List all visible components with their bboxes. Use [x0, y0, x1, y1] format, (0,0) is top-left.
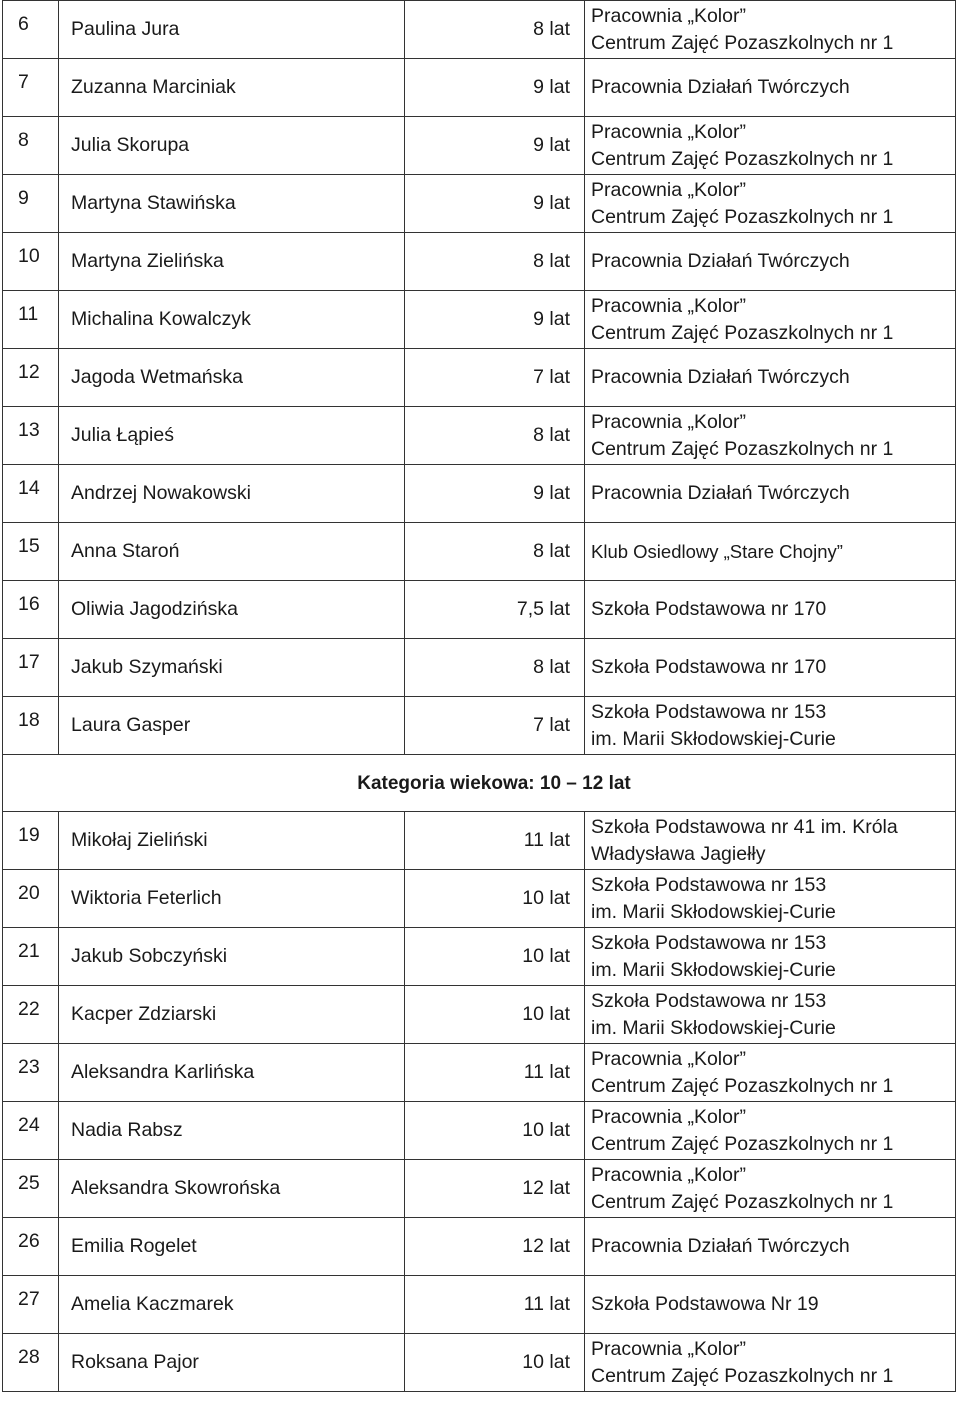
institution-line: Centrum Zajęć Pozaszkolnych nr 1: [591, 1132, 894, 1155]
table-row: [3, 291, 956, 349]
row-number: 17: [3, 639, 59, 697]
institution-line: Pracownia „Kolor”: [591, 1105, 746, 1128]
participant-age: 10 lat: [405, 986, 585, 1044]
participant-age: 8 lat: [405, 639, 585, 697]
institution-line: Centrum Zajęć Pozaszkolnych nr 1: [591, 1074, 894, 1097]
table-row: [3, 1160, 956, 1218]
institution-line: Szkoła Podstawowa nr 153: [591, 931, 827, 954]
table-section-a: [3, 1, 956, 755]
table-row: [3, 1334, 956, 1392]
participant-institution: [585, 349, 956, 407]
table-row: [3, 465, 956, 523]
row-number: 22: [3, 986, 59, 1044]
participant-institution: [585, 465, 956, 523]
participant-name: Jakub Sobczyński: [59, 928, 405, 986]
row-number: 28: [3, 1334, 59, 1392]
participant-institution: [585, 986, 956, 1044]
participant-institution: [585, 117, 956, 175]
participant-age: 7,5 lat: [405, 581, 585, 639]
participant-institution: [585, 1160, 956, 1218]
participant-name: Laura Gasper: [59, 697, 405, 755]
participant-name: Martyna Zielińska: [59, 233, 405, 291]
table-row: [3, 117, 956, 175]
participant-name: Aleksandra Skowrońska: [59, 1160, 405, 1218]
institution-line: im. Marii Skłodowskiej-Curie: [591, 1016, 836, 1039]
participant-institution: [585, 1218, 956, 1276]
institution-line: Centrum Zajęć Pozaszkolnych nr 1: [591, 437, 894, 460]
participant-name: Wiktoria Feterlich: [59, 870, 405, 928]
table-row: [3, 697, 956, 755]
participants-table-container: [2, 0, 955, 1392]
institution-line: Pracownia „Kolor”: [591, 1337, 746, 1360]
participant-institution: [585, 523, 956, 581]
participant-institution: [585, 581, 956, 639]
table-row: [3, 407, 956, 465]
participant-age: 8 lat: [405, 233, 585, 291]
row-number: 25: [3, 1160, 59, 1218]
institution-line: Szkoła Podstawowa Nr 19: [591, 1293, 819, 1315]
table-row: [3, 523, 956, 581]
participant-name: Nadia Rabsz: [59, 1102, 405, 1160]
row-number: 9: [3, 175, 59, 233]
row-number: 12: [3, 349, 59, 407]
participant-age: 10 lat: [405, 1334, 585, 1392]
category-section: [3, 755, 956, 812]
row-number: 6: [3, 1, 59, 59]
institution-line: Szkoła Podstawowa nr 41 im. Króla: [591, 815, 898, 838]
participants-table: [2, 0, 956, 1392]
category-cell: [3, 755, 956, 812]
participant-age: 12 lat: [405, 1218, 585, 1276]
participant-name: Julia Skorupa: [59, 117, 405, 175]
institution-line: Pracownia „Kolor”: [591, 1047, 746, 1070]
table-section-b: [3, 812, 956, 1392]
participant-name: Mikołaj Zieliński: [59, 812, 405, 870]
participant-age: 10 lat: [405, 928, 585, 986]
institution-line: Szkoła Podstawowa nr 170: [591, 656, 827, 678]
table-row: [3, 639, 956, 697]
participant-name: Paulina Jura: [59, 1, 405, 59]
institution-line: Pracownia Działań Twórczych: [591, 76, 850, 98]
participant-name: Michalina Kowalczyk: [59, 291, 405, 349]
participant-name: Martyna Stawińska: [59, 175, 405, 233]
institution-line: Pracownia Działań Twórczych: [591, 250, 850, 272]
table-row: [3, 175, 956, 233]
participant-institution: [585, 639, 956, 697]
institution-line: im. Marii Skłodowskiej-Curie: [591, 958, 836, 981]
row-number: 16: [3, 581, 59, 639]
institution-line: Centrum Zajęć Pozaszkolnych nr 1: [591, 205, 894, 228]
table-row: [3, 812, 956, 870]
participant-age: 9 lat: [405, 291, 585, 349]
participant-institution: [585, 697, 956, 755]
institution-line: Centrum Zajęć Pozaszkolnych nr 1: [591, 1190, 894, 1213]
participant-institution: [585, 1, 956, 59]
institution-line: Szkoła Podstawowa nr 170: [591, 598, 827, 620]
participant-age: 11 lat: [405, 1044, 585, 1102]
table-row: [3, 233, 956, 291]
participant-age: 12 lat: [405, 1160, 585, 1218]
participant-age: 8 lat: [405, 523, 585, 581]
institution-line: Centrum Zajęć Pozaszkolnych nr 1: [591, 1364, 894, 1387]
row-number: 23: [3, 1044, 59, 1102]
participant-age: 10 lat: [405, 1102, 585, 1160]
institution-line: Klub Osiedlowy „Stare Chojny”: [591, 541, 843, 562]
participant-institution: [585, 1276, 956, 1334]
participant-institution: [585, 1334, 956, 1392]
table-row: [3, 581, 956, 639]
participant-name: Oliwia Jagodzińska: [59, 581, 405, 639]
participant-name: Zuzanna Marciniak: [59, 59, 405, 117]
institution-line: Pracownia Działań Twórczych: [591, 366, 850, 388]
participant-institution: [585, 1044, 956, 1102]
row-number: 24: [3, 1102, 59, 1160]
row-number: 18: [3, 697, 59, 755]
institution-line: Centrum Zajęć Pozaszkolnych nr 1: [591, 147, 894, 170]
participant-institution: [585, 1102, 956, 1160]
row-number: 7: [3, 59, 59, 117]
row-number: 27: [3, 1276, 59, 1334]
participant-name: Emilia Rogelet: [59, 1218, 405, 1276]
participant-name: Andrzej Nowakowski: [59, 465, 405, 523]
table-row: [3, 1044, 956, 1102]
participant-institution: [585, 812, 956, 870]
participant-institution: [585, 407, 956, 465]
participant-age: 8 lat: [405, 407, 585, 465]
participant-age: 11 lat: [405, 812, 585, 870]
row-number: 19: [3, 812, 59, 870]
table-row: [3, 1, 956, 59]
institution-line: Szkoła Podstawowa nr 153: [591, 873, 827, 896]
participant-age: 11 lat: [405, 1276, 585, 1334]
row-number: 21: [3, 928, 59, 986]
participant-institution: [585, 233, 956, 291]
participant-age: 9 lat: [405, 175, 585, 233]
institution-line: Pracownia „Kolor”: [591, 1163, 746, 1186]
participant-name: Anna Staroń: [59, 523, 405, 581]
institution-line: Pracownia Działań Twórczych: [591, 482, 850, 504]
institution-line: Centrum Zajęć Pozaszkolnych nr 1: [591, 31, 894, 54]
participant-institution: [585, 59, 956, 117]
table-row: [3, 1218, 956, 1276]
table-row: [3, 928, 956, 986]
participant-age: 9 lat: [405, 117, 585, 175]
participant-name: Aleksandra Karlińska: [59, 1044, 405, 1102]
participant-institution: [585, 928, 956, 986]
category-label: Kategoria wiekowa: 10 – 12 lat: [357, 772, 631, 794]
institution-line: Władysława Jagiełły: [591, 842, 766, 865]
institution-line: im. Marii Skłodowskiej-Curie: [591, 727, 836, 750]
table-row: [3, 1276, 956, 1334]
institution-line: Pracownia „Kolor”: [591, 120, 746, 143]
row-number: 8: [3, 117, 59, 175]
row-number: 14: [3, 465, 59, 523]
table-row: [3, 1102, 956, 1160]
participant-age: 9 lat: [405, 465, 585, 523]
participant-name: Jagoda Wetmańska: [59, 349, 405, 407]
participant-name: Roksana Pajor: [59, 1334, 405, 1392]
participant-age: 8 lat: [405, 1, 585, 59]
row-number: 10: [3, 233, 59, 291]
row-number: 11: [3, 291, 59, 349]
institution-line: Centrum Zajęć Pozaszkolnych nr 1: [591, 321, 894, 344]
participant-name: Julia Łąpieś: [59, 407, 405, 465]
participant-age: 7 lat: [405, 697, 585, 755]
participant-institution: [585, 870, 956, 928]
category-row: [3, 755, 956, 812]
row-number: 20: [3, 870, 59, 928]
table-row: [3, 59, 956, 117]
participant-age: 10 lat: [405, 870, 585, 928]
institution-line: Pracownia „Kolor”: [591, 410, 746, 433]
table-row: [3, 986, 956, 1044]
participant-institution: [585, 175, 956, 233]
institution-line: Szkoła Podstawowa nr 153: [591, 700, 827, 723]
row-number: 15: [3, 523, 59, 581]
institution-line: Pracownia Działań Twórczych: [591, 1235, 850, 1257]
row-number: 13: [3, 407, 59, 465]
participant-age: 7 lat: [405, 349, 585, 407]
participant-name: Kacper Zdziarski: [59, 986, 405, 1044]
institution-line: im. Marii Skłodowskiej-Curie: [591, 900, 836, 923]
institution-line: Szkoła Podstawowa nr 153: [591, 989, 827, 1012]
table-row: [3, 349, 956, 407]
row-number: 26: [3, 1218, 59, 1276]
institution-line: Pracownia „Kolor”: [591, 178, 746, 201]
table-row: [3, 870, 956, 928]
participant-institution: [585, 291, 956, 349]
institution-line: Pracownia „Kolor”: [591, 294, 746, 317]
participant-age: 9 lat: [405, 59, 585, 117]
institution-line: Pracownia „Kolor”: [591, 4, 746, 27]
participant-name: Amelia Kaczmarek: [59, 1276, 405, 1334]
participant-name: Jakub Szymański: [59, 639, 405, 697]
